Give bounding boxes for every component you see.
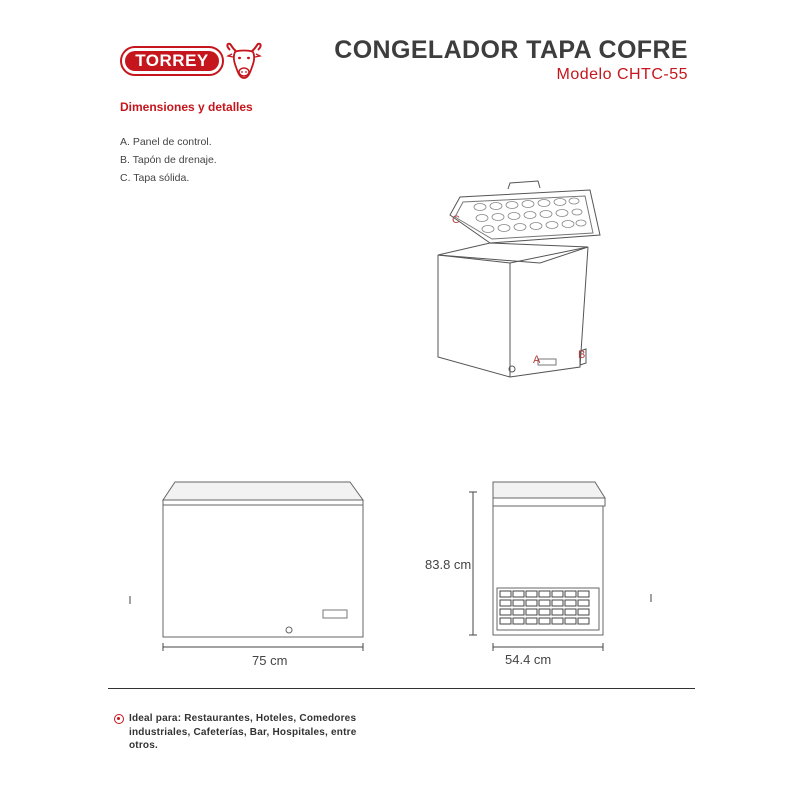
label-a: A xyxy=(533,354,541,366)
brand-logo xyxy=(120,42,264,82)
footer-divider xyxy=(108,688,695,689)
logo-badge xyxy=(120,46,224,76)
freezer-front-view xyxy=(125,470,375,660)
label-c: C xyxy=(452,214,460,226)
page-title: CONGELADOR TAPA COFRE xyxy=(334,36,688,64)
section-title: Dimensiones y detalles xyxy=(120,100,253,114)
model-subtitle: Modelo CHTC-55 xyxy=(556,66,688,83)
width-dimension: 75 cm xyxy=(252,653,288,668)
detail-item: A. Panel de control. xyxy=(120,136,212,148)
detail-item: C. Tapa sólida. xyxy=(120,172,190,184)
bull-head-icon xyxy=(224,42,264,82)
bullet-icon xyxy=(114,714,124,724)
freezer-side-view xyxy=(465,470,665,660)
usage-note: Ideal para: Restaurantes, Hoteles, Comedores industriales, Cafeterías, Bar, Hospitales, entre otros. xyxy=(129,713,357,751)
label-b: B xyxy=(578,349,586,361)
freezer-isometric-diagram xyxy=(430,175,610,385)
brand-name: TORREY xyxy=(125,51,219,71)
depth-dimension: 54.4 cm xyxy=(505,652,552,667)
height-dimension: 83.8 cm xyxy=(425,557,472,572)
detail-item: B. Tapón de drenaje. xyxy=(120,154,217,166)
